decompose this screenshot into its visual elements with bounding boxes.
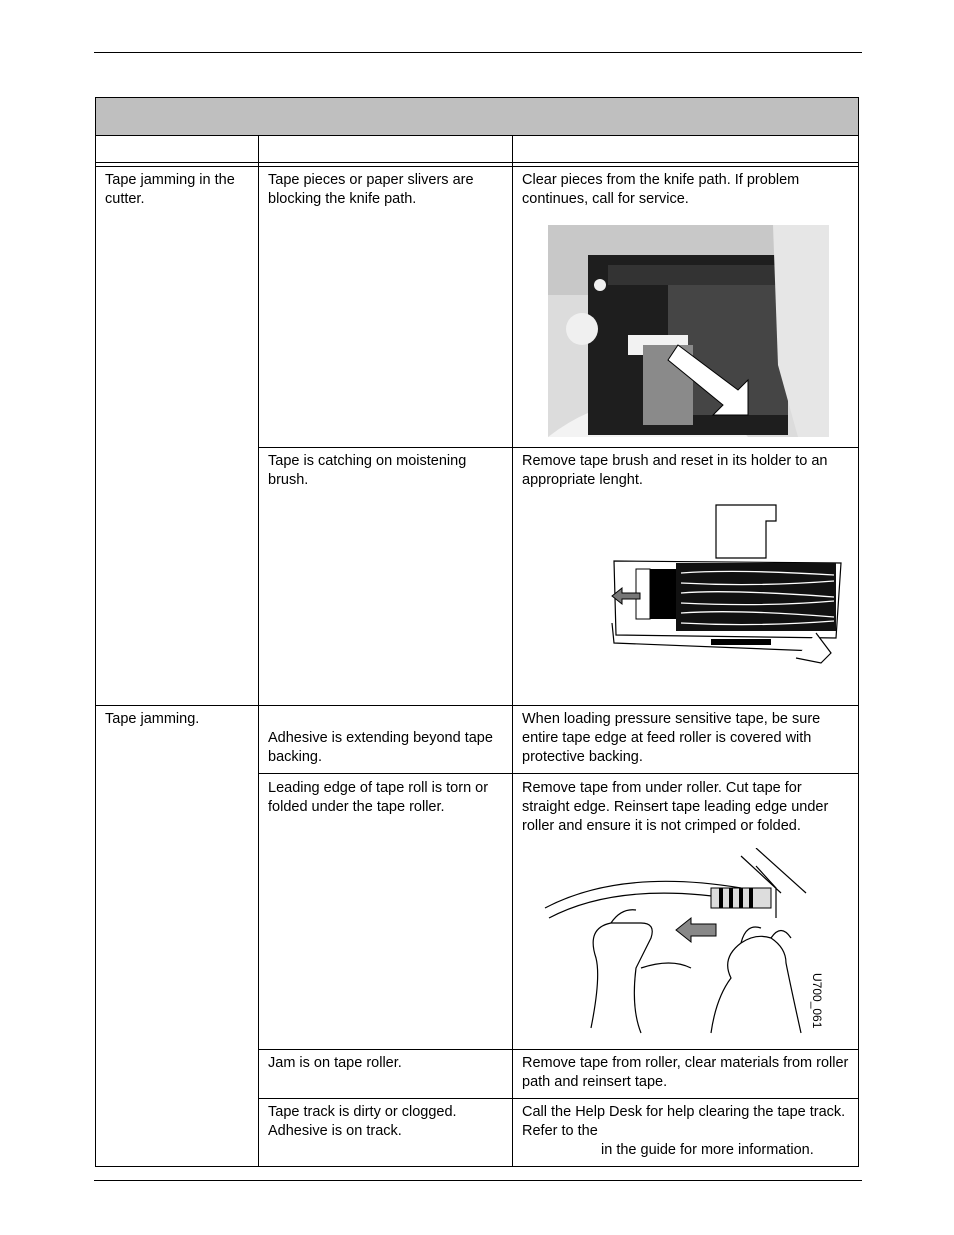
cause-text: Tape pieces or paper slivers are blocking the knife path. [268,172,474,207]
cause-text: Tape track is dirty or clogged. Adhesive is on track. [268,1104,457,1139]
header-row-divider [96,162,858,163]
solution-text: Clear pieces from the knife path. If problem continues, call for service. [522,172,800,207]
row-divider [258,773,858,774]
row-divider [258,1098,858,1099]
bottom-rule [94,1180,862,1181]
tape-roller-hands-drawing [541,848,831,1038]
solution-text: Call the Help Desk for help clearing the tape track. Refer to the [522,1104,846,1139]
moistening-brush-drawing [606,503,846,668]
row-divider [96,705,858,706]
problem-text: Tape jamming in the cutter. [105,172,235,207]
solution-text: When loading pressure sensitive tape, be sure entire tape edge at feed roller is covered with protective backing. [522,711,821,765]
cause-text: Leading edge of tape roll is torn or folded under the tape roller. [268,780,489,815]
illustration-code-label: U700_061 [810,973,824,1029]
troubleshooting-table [95,97,859,1167]
column-divider-1 [258,135,259,1166]
cause-text: Adhesive is extending beyond tape backing. [268,730,493,765]
row-divider [258,447,858,448]
cause-text: Tape is catching on moistening brush. [268,453,467,488]
solution-text: Remove tape from roller, clear materials from roller path and reinsert tape. [522,1055,849,1090]
knife-path-photo [548,225,829,437]
row-divider [258,1049,858,1050]
solution-text-continued: in the guide for more information. [601,1142,814,1158]
solution-text: Remove tape from under roller. Cut tape for straight edge. Reinsert tape leading edge under roller and ensure it is not crimped or folded. [522,780,829,834]
solution-text: Remove tape brush and reset in its holder to an appropriate lenght. [522,453,828,488]
problem-text: Tape jamming. [105,711,200,727]
table-title-bar [96,98,858,136]
cause-text: Jam is on tape roller. [268,1055,402,1071]
header-row-divider-double [96,166,858,167]
column-divider-2 [512,135,513,1166]
top-rule [94,52,862,53]
